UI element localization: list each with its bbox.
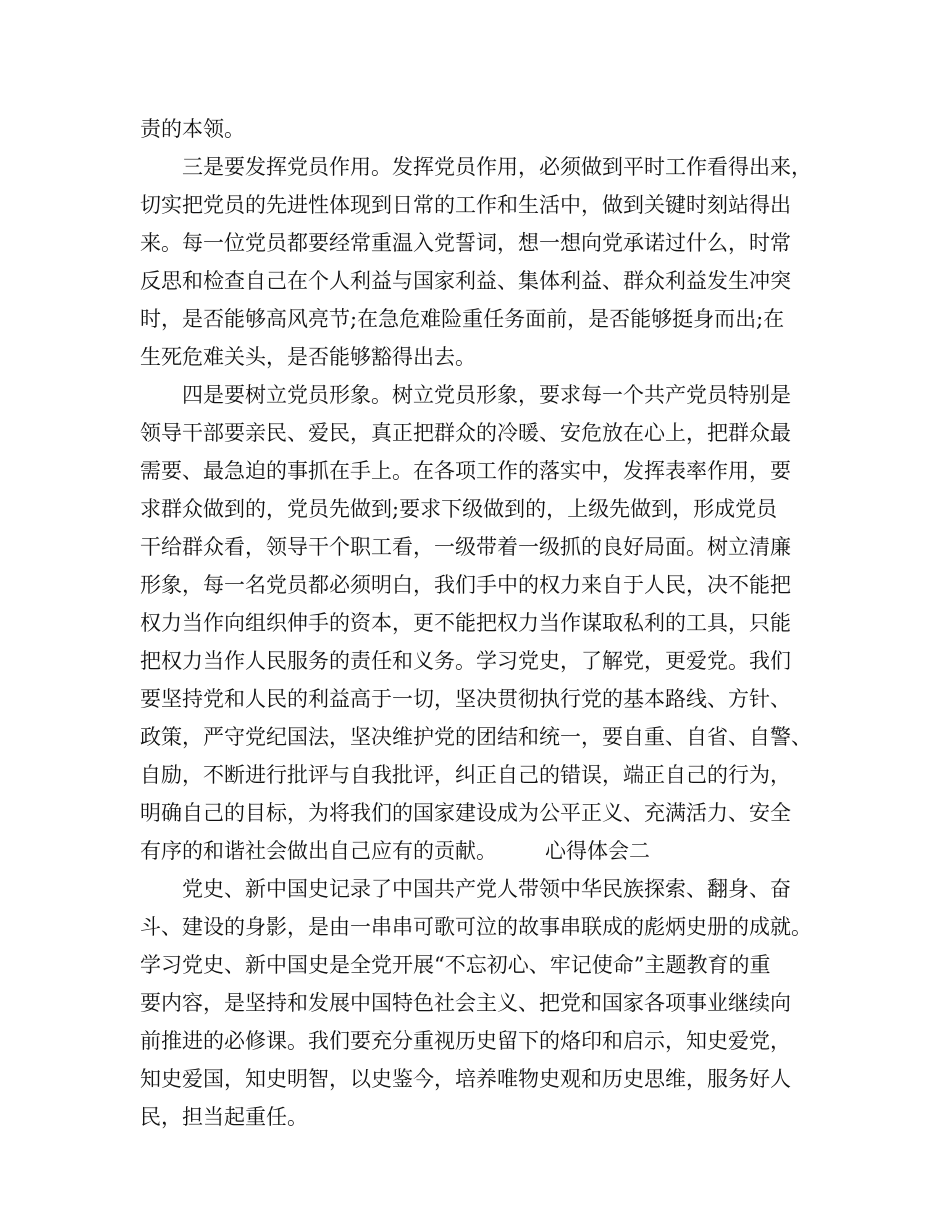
text-line: 反思和检查自己在个人利益与国家利益、集体利益、群众利益发生冲突 [140, 269, 791, 293]
text-line: 明确自己的目标，为将我们的国家建设成为公平正义、充满活力、安全 [140, 801, 791, 825]
text-line: 要坚持党和人民的利益高于一切，坚决贯彻执行党的基本路线、方针、 [140, 687, 791, 711]
paragraph-start-line: 党史、新中国史记录了中国共产党人带领中华民族探索、翻身、奋 [182, 877, 791, 901]
text-line: 切实把党员的先进性体现到日常的工作和生活中，做到关键时刻站得出 [140, 193, 791, 217]
text-line: 干给群众看，领导干个职工看，一级带着一级抓的良好局面。树立清廉 [140, 535, 791, 559]
section-heading: 心得体会二 [545, 839, 650, 863]
text-line: 责的本领。 [140, 117, 245, 141]
text-line: 把权力当作人民服务的责任和义务。学习党史，了解党，更爱党。我们 [140, 649, 791, 673]
text-line: 自励，不断进行批评与自我批评，纠正自己的错误，端正自己的行为， [140, 763, 791, 787]
text-line: 生死危难关头，是否能够豁得出去。 [140, 345, 476, 369]
paragraph-start-line: 四是要树立党员形象。树立党员形象，要求每一个共产党员特别是 [182, 383, 791, 407]
text-line: 斗、建设的身影，是由一串串可歌可泣的故事串联成的彪炳史册的成就。 [140, 915, 812, 939]
text-line: 需要、最急迫的事抓在手上。在各项工作的落实中，发挥表率作用，要 [140, 459, 791, 483]
text-line: 前推进的必修课。我们要充分重视历史留下的烙印和启示，知史爱党， [140, 1029, 791, 1053]
text-line: 有序的和谐社会做出自己应有的贡献。 [140, 839, 497, 863]
text-line: 知史爱国，知史明智，以史鉴今，培养唯物史观和历史思维，服务好人 [140, 1067, 791, 1091]
body-text [140, 110, 830, 1136]
text-line: 领导干部要亲民、爱民，真正把群众的冷暖、安危放在心上，把群众最 [140, 421, 791, 445]
paragraph-start-line: 三是要发挥党员作用。发挥党员作用，必须做到平时工作看得出来， [182, 155, 812, 179]
text-line: 政策，严守党纪国法，坚决维护党的团结和统一，要自重、自省、自警、 [140, 725, 812, 749]
text-line: 学习党史、新中国史是全党开展“不忘初心、牢记使命”主题教育的重 [140, 953, 771, 977]
text-line: 求群众做到的，党员先做到;要求下级做到的，上级先做到，形成党员 [140, 497, 778, 521]
text-line: 来。每一位党员都要经常重温入党誓词，想一想向党承诺过什么，时常 [140, 231, 791, 255]
text-line: 形象，每一名党员都必须明白，我们手中的权力来自于人民，决不能把 [140, 573, 791, 597]
text-line: 民，担当起重任。 [140, 1105, 308, 1129]
text-line: 权力当作向组织伸手的资本，更不能把权力当作谋取私利的工具，只能 [140, 611, 791, 635]
text-line: 要内容，是坚持和发展中国特色社会主义、把党和国家各项事业继续向 [140, 991, 791, 1015]
text-line-with-heading [140, 832, 830, 870]
text-line: 时，是否能够高风亮节;在急危难险重任务面前，是否能够挺身而出;在 [140, 307, 785, 331]
